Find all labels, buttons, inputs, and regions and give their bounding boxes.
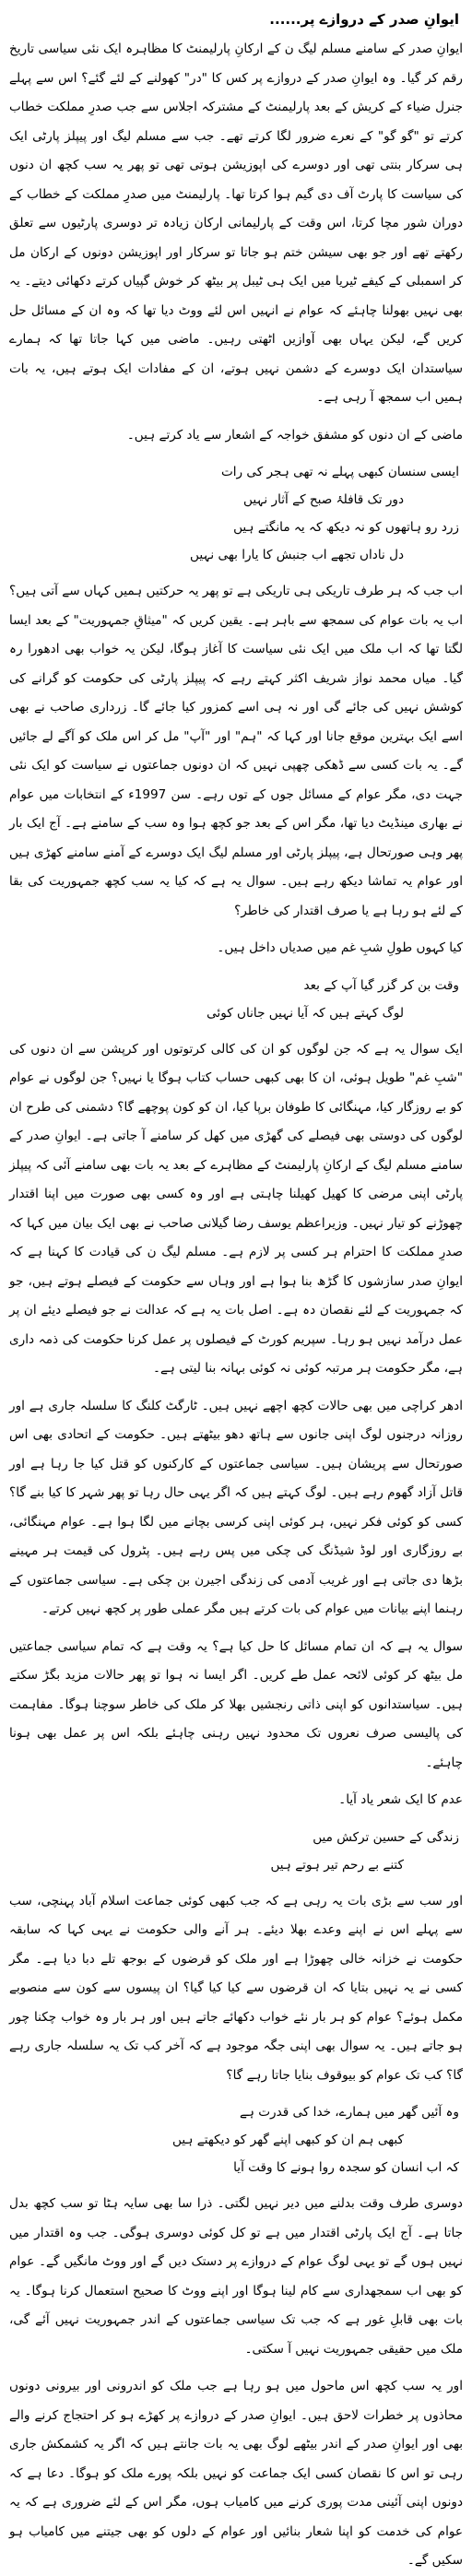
verse-line: لوگ کہتے ہیں کہ آیا نہیں جاناں کوئی: [206, 1005, 404, 1021]
verse-line: دور تک قافلۂ صبح کے آثار نہیں: [243, 492, 404, 507]
article-paragraph: کیا کہوں طولِ شبِ غم میں صدیاں داخل ہیں۔: [217, 940, 463, 955]
article-paragraph: ادھر کراچی میں بھی حالات کچھ اچھے نہیں ہیں۔ ٹارگٹ کلنگ کا سلسلہ جاری ہے اور روزانہ درجنوں لوگ اپنی جانوں سے ہاتھ دھو بیٹھتے ہیں۔ حکومت کے اتحادی بھی اس صورتحال سے پریشان ہیں۔ سیاسی جماعتوں کے کارکنوں کو قتل کیا جا رہا ہے اور قاتل آزاد گھوم رہے ہیں۔ لوگ کہتے ہیں کہ اگر یہی حال رہا تو پھر شہر کا کیا بنے گا؟ کسی کو کوئی فکر نہیں، ہر کوئی اپنی کرسی بچانے میں لگا ہوا ہے۔ عوام مہنگائی، بے روزگاری اور لوڈ شیڈنگ کی چکی میں پس رہے ہیں۔ پٹرول کی قیمت ہر مہینے بڑھا دی جاتی ہے اور غریب آدمی کی زندگی اجیرن بن چکی ہے۔ سیاسی جماعتوں کے رہنما اپنے بیانات میں عوام کی بات کرتے ہیں مگر عملی طور پر کچھ نہیں کرتے۔: [9, 1398, 463, 1616]
article-paragraph: ماضی کے ان دنوں کو مشفق خواجہ کے اشعار سے یاد کرتے ہیں۔: [126, 427, 463, 443]
article-paragraph: ایوانِ صدر کے سامنے مسلم لیگ ن کے ارکانِ پارلیمنٹ کا مظاہرہ ایک نئی سیاسی تاریخ رقم کر گیا۔ وہ ایوانِ صدر کے دروازے پر کس کا "در" کھولنے کے لئے گئے؟ اس سے پہلے جنرل ضیاء کے کریش کے بعد پارلیمنٹ کے مشترکہ اجلاس سے جب صدرِ مملکت خطاب کرتے تو "گو گو" کے نعرے ضرور لگا کرتے تھے۔ جب سے مسلم لیگ اور پیپلز پارٹی ایک ہی سرکار بنتی تھی اور دوسرے کی اپوزیشن ہوتی تھی تو پھر یہ سب کچھ ان دنوں کی سیاست کا پارٹ آف دی گیم ہوا کرتا تھا۔ پارلیمنٹ میں صدرِ مملکت کے خطاب کے دوران شور مچا کرتا، اس وقت کے پارلیمانی ارکان زیادہ تر دوسری پارٹیوں سے تعلق رکھتے تھے اور جو بھی سیشن ختم ہو جاتا تو سرکار اور اپوزیشن دونوں کے ارکان مل کر اسمبلی کے کیفے ٹیریا میں ایک ہی ٹیبل پر بیٹھ کر خوش گپیاں کرتے دکھائی دیتے۔ یہ بھی نہیں بھولنا چاہئے کہ عوام نے انہیں اس لئے ووٹ دیا تھا کہ وہ ان کے مسائل حل کریں گے، لیکن یہاں بھی آوازیں اٹھتی رہیں۔ ماضی میں کہا جاتا تھا کہ ہمارے سیاستدان ایک دوسرے کے دشمن نہیں ہوتے، ان کے مفادات ایک ہوتے ہیں، یہ بات ہمیں اب سمجھ آ رہی ہے۔: [9, 41, 463, 405]
verse-line: وہ آئیں گھر میں ہمارے، خدا کی قدرت ہے: [239, 2105, 459, 2120]
verse-block: [9, 2098, 463, 2181]
verse-line: زرد رو ہاتھوں کو نہ دیکھ کہ یہ مانگتے ہیں: [233, 520, 459, 535]
verse-line: کبھی ہم ان کو کبھی اپنے گھر کو دیکھتے ہیں: [172, 2133, 404, 2147]
verse-block: [9, 458, 463, 569]
verse-line: دل ناداں تجھے اب جنبش کا یارا بھی نہیں: [190, 548, 404, 562]
article-paragraph: اور سب سے بڑی بات یہ رہی ہے کہ جب کبھی کوئی جماعت اسلام آباد پہنچی، سب سے پہلے اس نے اپنے وعدے بھلا دیئے۔ ہر آنے والی حکومت نے یہی کہا کہ سابقہ حکومت نے خزانہ خالی چھوڑا ہے اور ملک کو قرضوں کے بوجھ تلے دبا دیا ہے۔ مگر کسی نے یہ نہیں بتایا کہ ان قرضوں سے کیا کیا گیا؟ ان پیسوں سے کون سے منصوبے مکمل ہوئے؟ عوام کو ہر بار نئے خواب دکھائے جاتے ہیں اور ہر بار وہ خواب چکنا چور ہو جاتے ہیں۔ یہ سوال بھی اپنی جگہ موجود ہے کہ آخر کب تک یہ سلسلہ جاری رہے گا؟ کب تک عوام کو بیوقوف بنایا جاتا رہے گا؟: [9, 1893, 463, 2083]
verse-block: [9, 1824, 463, 1879]
verse-line: زندگی کے حسین ترکش میں: [313, 1829, 459, 1845]
article-paragraph: دوسری طرف وقت بدلنے میں دیر نہیں لگتی۔ ذرا سا بھی سایہ ہٹا تو سب کچھ بدل جاتا ہے۔ آج ایک پارٹی اقتدار میں ہے تو کل کوئی دوسری ہوگی۔ جب وہ اقتدار میں نہیں ہوں گے تو یہی لوگ عوام کے دروازے پر دستک دیں گے اور ووٹ مانگیں گے۔ عوام کو بھی اب سمجھداری سے کام لینا ہوگا اور اپنے ووٹ کا صحیح استعمال کرنا ہوگا۔ یہ بات بھی قابلِ غور ہے کہ جب تک سیاسی جماعتوں کے اندر جمہوریت نہیں آئے گی، ملک میں حقیقی جمہوریت نہیں آ سکتی۔: [9, 2196, 463, 2357]
article-paragraph: اب جب کہ ہر طرف تاریکی ہی تاریکی ہے تو پھر یہ حرکتیں ہمیں کہاں سے آتی ہیں؟ اب یہ بات عوام کی سمجھ سے باہر ہے۔ یقین کریں کہ "میثاقِ جمہوریت" کے بعد ایسا لگتا تھا کہ اب ملک میں ایک نئی سیاست کا آغاز ہوگا، لیکن یہ خواب بھی ادھورا رہ گیا۔ میاں محمد نواز شریف اکثر کہتے رہے کہ پیپلز پارٹی کی حکومت کو گرانے کی کوشش نہیں کی جائے گی اور نہ ہی اسے کمزور کیا جائے گا۔ زرداری صاحب نے بھی اسے ایک بہترین موقع جانا اور کہا کہ "ہم" اور "آپ" مل کر اس ملک کو آگے لے جائیں گے۔ یہ بات کسی سے ڈھکی چھپی نہیں کہ ان دونوں جماعتوں نے سیاست کو ایک نئی جہت دی، مگر عوام کے مسائل جوں کے توں رہے۔ سن 1997ء کے انتخابات میں عوام نے بھاری مینڈیٹ دیا تھا، مگر اس کے بعد جو کچھ ہوا وہ سب کے سامنے ہے۔ آج ایک بار پھر وہی صورتحال ہے، پیپلز پارٹی اور مسلم لیگ ایک دوسرے کے آمنے سامنے کھڑی ہیں اور عوام یہ تماشا دیکھ رہے ہیں۔ سوال یہ ہے کہ کیا یہ سب کچھ جمہوریت کی بقا کے لئے ہو رہا ہے یا صرف اقتدار کی خاطر؟: [9, 584, 464, 918]
verse-line: ایسی سنسان کبھی پہلے نہ تھی ہجر کی رات: [220, 465, 459, 479]
article-paragraph: عدم کا ایک شعر یاد آیا۔: [338, 1792, 463, 1807]
verse-block: [9, 972, 463, 1027]
article-headline: ایوانِ صدر کے دروازے پر......: [269, 11, 459, 28]
verse-line: کتنے بے رحم تیر ہوتے ہیں: [270, 1857, 404, 1873]
article-paragraph: اور یہ سب کچھ اس ماحول میں ہو رہا ہے جب ملک کو اندرونی اور بیرونی دونوں محاذوں پر خطرات لاحق ہیں۔ ایوانِ صدر کے دروازے پر کھڑے ہو کر احتجاج کرنے والے بھی اور ایوانِ صدر کے اندر بیٹھے لوگ بھی یہ بات جانتے ہیں کہ اگر یہ کشمکش جاری رہی تو اس کا نقصان کسی ایک جماعت کو نہیں بلکہ پورے ملک کو ہوگا۔ دعا ہے کہ دونوں اپنی آئینی مدت پوری کرنے میں کامیاب ہوں، مگر اس کے لئے ضروری ہے کہ یہ عوام کی خدمت کو اپنا شعار بنائیں اور عوام کے دلوں کو بھی جیتنے میں کامیاب ہو سکیں گے۔: [9, 2379, 463, 2568]
verse-line: کہ اب انسان کو سجدہ روا ہونے کا وقت آیا: [233, 2160, 459, 2175]
article-body: [9, 35, 463, 2576]
article-paragraph: سوال یہ ہے کہ ان تمام مسائل کا حل کیا ہے؟ یہ وقت ہے کہ تمام سیاسی جماعتیں مل بیٹھ کر کوئی لائحہ عمل طے کریں۔ اگر ایسا نہ ہوا تو پھر حالات مزید بگڑ سکتے ہیں۔ سیاستدانوں کو اپنی ذاتی رنجشیں بھلا کر ملک کی خاطر سوچنا ہوگا۔ مفاہمت کی پالیسی صرف نعروں تک محدود نہیں رہنی چاہئے بلکہ اس پر عمل بھی ہونا چاہئے۔: [9, 1638, 463, 1770]
verse-line: وقت بن کر گزر گیا آپ کے بعد: [303, 977, 459, 993]
article-paragraph: ایک سوال یہ ہے کہ جن لوگوں کو ان کی کالی کرتوتوں اور کرپشن سے ان دنوں کی "شبِ غم" طویل ہوئی، ان کا بھی کبھی حساب کتاب ہوگا یا نہیں؟ جن لوگوں نے عوام کو بے روزگار کیا، مہنگائی کا طوفان برپا کیا، ان کو کون پوچھے گا؟ دشمنی کی طرح ان لوگوں کی دوستی بھی فیصلے کی گھڑی میں کھل کر سامنے آ جاتی ہے۔ ایوانِ صدر کے سامنے مسلم لیگ کے ارکانِ پارلیمنٹ کے مظاہرے کے بعد یہ بات بھی سامنے آئی کہ پیپلز پارٹی اپنی مرضی کا کھیل کھیلنا چاہتی ہے اور وہ کسی بھی صورت میں اپنا اقتدار چھوڑنے کو تیار نہیں۔ وزیراعظم یوسف رضا گیلانی صاحب نے بھی ایک بیان میں کہا کہ صدرِ مملکت کا احترام ہر کسی پر لازم ہے۔ مسلم لیگ ن کی قیادت کا کہنا ہے کہ ایوانِ صدر سازشوں کا گڑھ بنا ہوا ہے اور وہاں سے حکومت کے فیصلے ہوتے ہیں، جو کہ جمہوریت کے لئے نقصان دہ ہے۔ اصل بات یہ ہے کہ عدالت نے جو فیصلے دیئے ان پر عمل درآمد نہیں ہو رہا۔ سپریم کورٹ کے فیصلوں پر عمل کرنا حکومت کی ذمہ داری ہے، مگر حکومت ہر مرتبہ کوئی نہ کوئی بہانہ بنا لیتی ہے۔: [9, 1041, 463, 1376]
